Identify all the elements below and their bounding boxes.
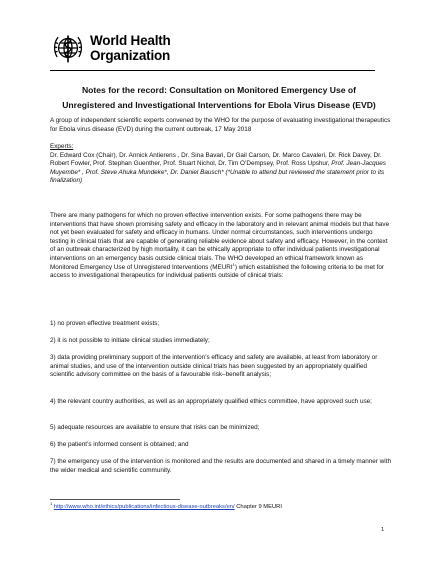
footnote-separator: [50, 499, 180, 500]
experts-list: Dr. Edward Cox (Chair), Dr. Annick Antierens , Dr. Sina Bavari, Dr Gail Carson, Dr. Marco Cavaleri, Dr. Rick Davey, Dr. Robert Fowler, Prof. Stephan Guenther, Prof. Stuart Nichol, Dr. Tim O’Dempsey, Prof. Ross Upshur, Prof. Jean-Jacques Muyembe* , Prof. Steve Ahuka Mundeke*, Dr. Daniel Bausch* (*Unable to attend but reviewed the statement prior to its finalization): [50, 151, 386, 185]
who-logo: [50, 28, 171, 68]
intro-paragraph: A group of independent scientific experts convened by the WHO for the purpose of evaluating investigational therapeutics for Ebola virus disease (EVD) during the current outbreak, 17 May 2018: [50, 117, 391, 133]
footnote-ref: 1: [232, 261, 235, 267]
criterion-7: 7) the emergency use of the intervention is monitored and the results are documented and shared in a timely manner with the wider medical and scientific community.: [50, 458, 391, 474]
header-rule: [50, 70, 375, 71]
criterion-2: 2) it is not possible to initiate clinical studies immediately;: [50, 337, 210, 344]
experts-heading: Experts:: [50, 143, 74, 150]
footnote-mark: 1: [50, 501, 53, 507]
criterion-6: 6) the patient’s informed consent is obtained; and: [50, 441, 189, 448]
experts-italic-note: Prof. Jean-Jacques Muyembe* , Prof. Steve Ahuka Mundeke*, Dr. Daniel Bausch* (*Unable to attend but reviewed the statement prior to its finalization): [50, 160, 386, 185]
org-name: World Health Organization: [90, 33, 171, 63]
main-paragraph: There are many pathogens for which no proven effective intervention exists. For some pathogens there may be interventions that have shown promising safety and efficacy in the laboratory and in relevant animal models but that have not yet been evaluated for safety and efficacy in humans. Under normal circumstances, such interventions undergo testing in clinical trials that are capable of generating reliable evidence about safety and efficacy. However, in the context of an outbreak characterized by high mortality, it can be ethically appropriate to offer individual patients investigational interventions on an emergency basis outside clinical trials. The WHO developed an ethical framework known as Monitored Emergency Use of Unregistered Interventions (MEURI$^1$) which established the following criteria to be met for access to investigational therapeutics for individual patients outside of clinical trials:: [50, 212, 390, 280]
criterion-4: 4) the relevant country authorities, as well as an appropriately qualified ethics committee, have approved such use;: [50, 398, 372, 405]
footnote-link[interactable]: http://www.who.int/ethics/publications/infectious-disease-outbreaks/en/: [53, 504, 235, 510]
criterion-3: 3) data providing preliminary support of the intervention’s efficacy and safety are available, at least from laboratory or animal studies, and use of the intervention outside clinical trials has been suggested by an appropriately qualified scientific advisory committee on the basis of a favourable risk–benefit analysis;: [50, 354, 378, 379]
criterion-1: 1) no proven effective treatment exists;: [50, 320, 160, 327]
document-title: Notes for the record: Consultation on Monitored Emergency Use of Unregistered and Investigational Interventions for Ebola Virus Disease (EVD): [62, 85, 376, 110]
experts-section: [50, 143, 392, 186]
who-emblem-icon: [50, 30, 86, 66]
footnote: $^1$ http://www.who.int/ethics/publications/infectious-disease-outbreaks/en/ Chapter 9 MEURI: [50, 501, 282, 510]
criterion-5: 5) adequate resources are available to ensure that risks can be minimized;: [50, 424, 260, 431]
page-number: 1: [381, 527, 385, 533]
